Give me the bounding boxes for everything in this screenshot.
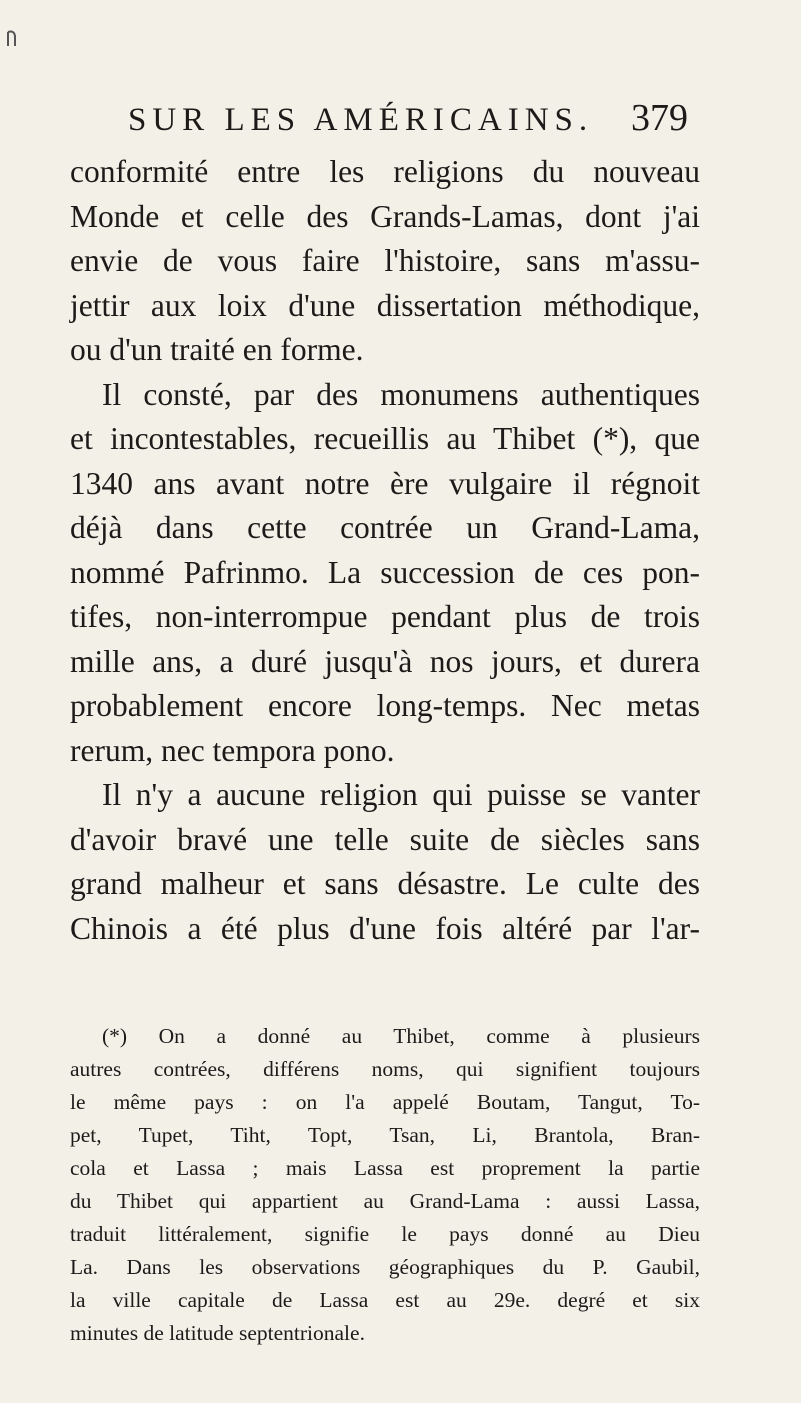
text-line: Monde et celle des Grands-Lamas, dont j'ai [70, 198, 700, 234]
text-line: Il consté, par des monumens authentiques [102, 376, 700, 412]
footnote-line: autres contrées, différens noms, qui signifient toujours [70, 1057, 700, 1081]
footnote-line: traduit littéralement, signifie le pays donné au Dieu [70, 1222, 700, 1246]
text-line: et incontestables, recueillis au Thibet (*), que [70, 421, 700, 456]
text-line: déjà dans cette contrée un Grand-Lama, [70, 510, 700, 545]
text-line: grand malheur et sans désastre. Le culte des [70, 866, 700, 901]
body-text [70, 150, 700, 951]
footnote-line: cola et Lassa ; mais Lassa est proprement la partie [70, 1156, 700, 1180]
footnote-line: le même pays : on l'a appelé Boutam, Tangut, To- [70, 1090, 700, 1114]
footnote-line: pet, Tupet, Tiht, Topt, Tsan, Li, Brantola, Bran- [70, 1123, 700, 1147]
text-line: 1340 ans avant notre ère vulgaire il régnoit [70, 465, 700, 501]
footnote [70, 1020, 700, 1350]
text-line: Chinois a été plus d'une fois altéré par l'ar- [70, 910, 700, 946]
text-line: Il n'y a aucune religion qui puisse se vanter [102, 777, 700, 812]
running-title: SUR LES AMÉRICAINS. [128, 102, 594, 138]
text-line: nommé Pafrinmo. La succession de ces pon- [70, 554, 700, 590]
text-line: envie de vous faire l'histoire, sans m'assu- [70, 243, 700, 278]
footnote-line: minutes de latitude septentrionale. [70, 1321, 365, 1345]
text-line: probablement encore long-temps. Nec metas [70, 688, 700, 723]
text-line: tifes, non-interrompue pendant plus de trois [70, 599, 700, 634]
text-line: rerum, nec tempora pono. [70, 732, 395, 768]
text-line: d'avoir bravé une telle suite de siècles sans [70, 821, 700, 857]
footnote-line: (*) On a donné au Thibet, comme à plusieurs [102, 1024, 700, 1048]
footnote-line: du Thibet qui appartient au Grand-Lama : aussi Lassa, [70, 1189, 700, 1213]
footnote-line: La. Dans les observations géographiques du P. Gaubil, [70, 1255, 700, 1279]
text-line: mille ans, a duré jusqu'à nos jours, et durera [70, 643, 700, 679]
page-header [128, 92, 688, 152]
text-line: conformité entre les religions du nouveau [70, 154, 700, 189]
text-line: ou d'un traité en forme. [70, 332, 364, 367]
paper-stain-mark [4, 28, 20, 50]
text-line: jettir aux loix d'une dissertation méthodique, [70, 287, 700, 323]
page-number: 379 [631, 97, 688, 139]
footnote-line: la ville capitale de Lassa est au 29e. degré et six [70, 1288, 700, 1312]
